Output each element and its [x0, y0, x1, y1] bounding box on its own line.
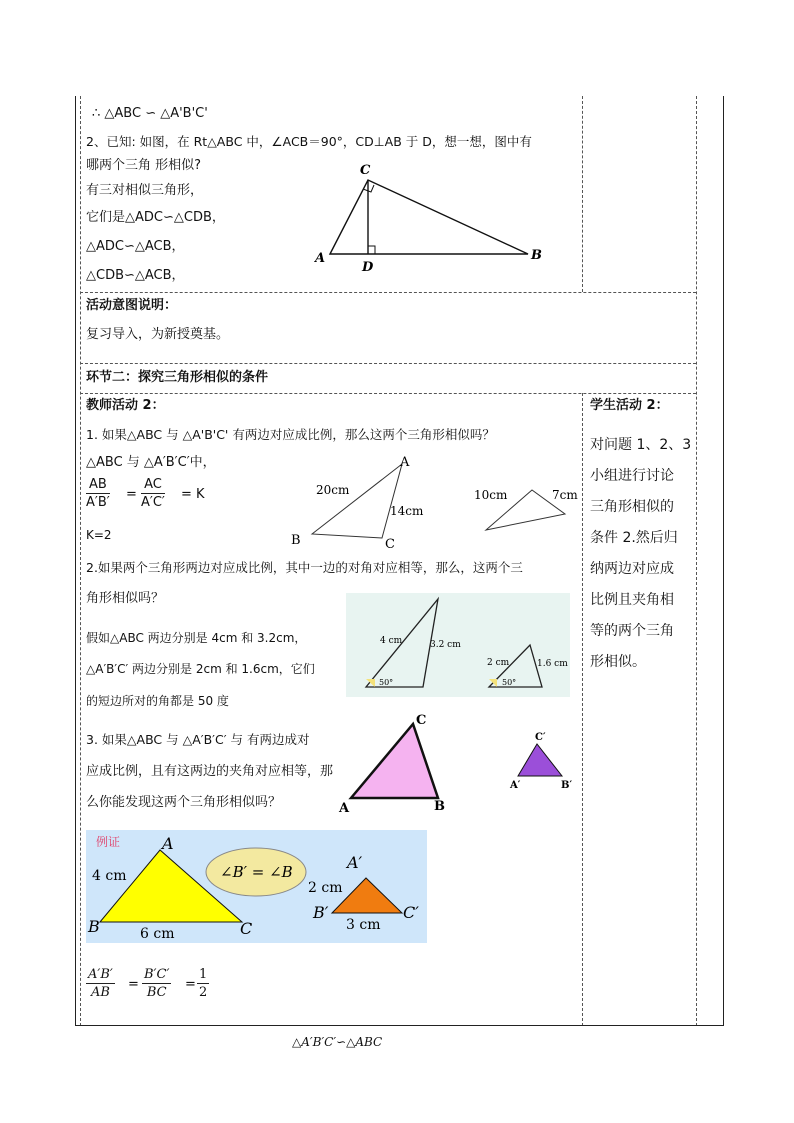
- orange-side-3cm: 3 cm: [346, 917, 381, 933]
- student-line: 纳两边对应成: [590, 561, 674, 577]
- label-a: A: [315, 251, 326, 266]
- t2-question-line-2: 角形相似吗？: [86, 591, 165, 606]
- answer-line-3: △ADC∽△ACB，: [86, 239, 185, 254]
- purple-label-a: A′: [510, 780, 521, 791]
- side-20cm: 20cm: [316, 483, 350, 497]
- student-line: 比例且夹角相: [590, 592, 674, 608]
- student-line: 等的两个三角: [590, 623, 674, 639]
- label-b: B: [531, 248, 542, 263]
- t2-line-2: △A′B′C′ 两边分别是 2cm 和 1.6cm，它们: [86, 662, 315, 676]
- final-fraction-3-den: 2: [199, 985, 208, 1000]
- side-14cm: 14cm: [390, 504, 424, 518]
- t1-fraction-ac: [141, 476, 165, 511]
- row-divider-2: [80, 363, 696, 364]
- question-2-line-2: 哪两个三角 形相似?: [86, 158, 202, 173]
- t1-fraction-ac-den: A′C′: [141, 495, 165, 510]
- right-triangle-figure: [310, 158, 550, 273]
- section-2-heading: 环节二：探究三角形相似的条件: [86, 370, 269, 385]
- t1-k-value: K=2: [86, 528, 112, 542]
- final-fraction-1-den: AB: [90, 985, 110, 1000]
- yellow-label-c: C: [240, 919, 253, 938]
- bottom-similarity-line: △A′B′C′∽△ABC: [292, 1035, 383, 1049]
- ssa-big-side-2: 3.2 cm: [430, 640, 461, 650]
- teacher-activity-heading: 教师活动 2：: [86, 398, 165, 413]
- pink-label-a: A: [339, 801, 350, 816]
- example-proof-figure: [86, 830, 427, 943]
- t1-fraction-ab-num: AB: [86, 476, 110, 494]
- t1-equals: =: [126, 487, 137, 502]
- ssa-triangles-figure: [346, 593, 570, 697]
- student-activity-heading: 学生活动 2：: [590, 398, 669, 413]
- pink-triangle: [351, 724, 438, 798]
- final-fraction-2-num: B′C′: [144, 967, 170, 982]
- yellow-label-b: B: [88, 917, 100, 936]
- row-divider-1: [80, 292, 696, 293]
- final-fraction-2-den: BC: [146, 985, 167, 1000]
- sas-colored-triangles: [336, 710, 580, 818]
- side-10cm: 10cm: [474, 488, 508, 502]
- example-title: 例证: [96, 835, 121, 849]
- ssa-big-angle: 50°: [379, 678, 394, 687]
- t2-line-3: 的短边所对的角都是 50 度: [86, 694, 229, 708]
- final-fraction-1-num: A′B′: [88, 967, 113, 982]
- orange-side-2cm: 2 cm: [308, 880, 343, 896]
- final-equals-1: =: [128, 977, 139, 992]
- right-angle-mark-d: [368, 246, 375, 254]
- yellow-side-4cm: 4 cm: [92, 868, 127, 884]
- label-c-big: C: [385, 537, 395, 552]
- orange-label-a: A′: [347, 853, 363, 872]
- table-left-border: [75, 96, 76, 1026]
- side-7cm: 7cm: [552, 488, 578, 502]
- purple-label-b: B′: [561, 780, 573, 791]
- t1-fraction-ab-den: A′B′: [86, 495, 110, 510]
- yellow-side-6cm: 6 cm: [140, 926, 175, 942]
- final-fraction-3: [197, 966, 209, 1001]
- two-triangles-figure: [290, 452, 580, 557]
- yellow-label-a: A: [162, 834, 174, 853]
- table-right-border: [723, 96, 724, 1026]
- t1-fraction-ac-num: AC: [141, 476, 165, 494]
- label-c: C: [360, 163, 371, 178]
- final-fraction-1: [86, 966, 115, 1001]
- student-activity-text: [590, 430, 694, 678]
- label-b-big: B: [291, 533, 301, 548]
- question-2-line-1: 2、已知: 如图，在 Rt△ABC 中，∠ACB＝90°，CD⊥AB 于 D，想一想，图中有: [86, 134, 532, 149]
- intent-text: 复习导入，为新授奠基。: [86, 327, 230, 342]
- orange-label-c: C′: [403, 903, 419, 922]
- ssa-small-side-2: 1.6 cm: [537, 659, 568, 669]
- t1-question: 1. 如果△ABC 与 △A'B'C' 有两边对应成比例，那么这两个三角形相似吗？: [86, 427, 495, 442]
- cloud-text: ∠B′ = ∠B: [220, 863, 293, 881]
- table-inner-left-border: [80, 96, 81, 1026]
- pink-label-c: C: [416, 713, 427, 728]
- intent-heading: 活动意图说明：: [86, 298, 178, 313]
- column-divider-bottom: [582, 393, 583, 1026]
- student-line: 三角形相似的: [590, 499, 674, 515]
- big-triangle: [312, 464, 402, 538]
- table-bottom-border: [75, 1025, 723, 1026]
- conclusion-line: ∴ △ABC ∽ △A'B'C': [92, 106, 208, 121]
- ssa-small-angle: 50°: [502, 678, 517, 687]
- ssa-big-side-1: 4 cm: [380, 636, 403, 646]
- t1-fraction-ab: [86, 476, 110, 511]
- answer-line-2: 它们是△ADC∽△CDB，: [86, 210, 225, 225]
- triangle-abc: [330, 180, 528, 254]
- final-equals-2: =: [185, 977, 196, 992]
- row-divider-3: [80, 393, 696, 394]
- t1-line-2: △ABC 与 △A′B′C′中，: [86, 455, 216, 470]
- ssa-small-side-1: 2 cm: [487, 658, 510, 668]
- orange-label-b: B′: [313, 903, 329, 922]
- answer-line-4: △CDB∽△ACB，: [86, 268, 185, 283]
- t2-question-line-1: 2.如果两个三角形两边对应成比例，其中一边的对角对应相等，那么，这两个三: [86, 560, 523, 575]
- t3-line-2: 应成比例，且有这两边的夹角对应相等，那: [86, 764, 334, 779]
- final-fraction-2: [142, 966, 171, 1001]
- purple-label-c: C′: [535, 732, 546, 743]
- final-fraction-3-num: 1: [199, 967, 208, 982]
- column-divider-top: [582, 96, 583, 292]
- student-line: 形相似。: [590, 654, 646, 670]
- t3-line-1: 3. 如果△ABC 与 △A′B′C′ 与 有两边成对: [86, 732, 310, 747]
- pink-label-b: B: [434, 799, 445, 814]
- student-line: 对问题 1、2、3: [590, 437, 692, 453]
- label-a-big: A: [400, 455, 410, 470]
- table-inner-right-border: [696, 96, 697, 1026]
- answer-line-1: 有三对相似三角形，: [86, 183, 204, 198]
- t3-line-3: 么你能发现这两个三角形相似吗？: [86, 795, 282, 810]
- purple-triangle: [518, 744, 562, 776]
- t1-equals-k: = K: [181, 487, 205, 502]
- student-line: 条件 2.然后归: [590, 530, 678, 546]
- student-line: 小组进行讨论: [590, 468, 674, 484]
- label-d: D: [362, 260, 374, 273]
- t2-line-1: 假如△ABC 两边分别是 4cm 和 3.2cm，: [86, 631, 307, 645]
